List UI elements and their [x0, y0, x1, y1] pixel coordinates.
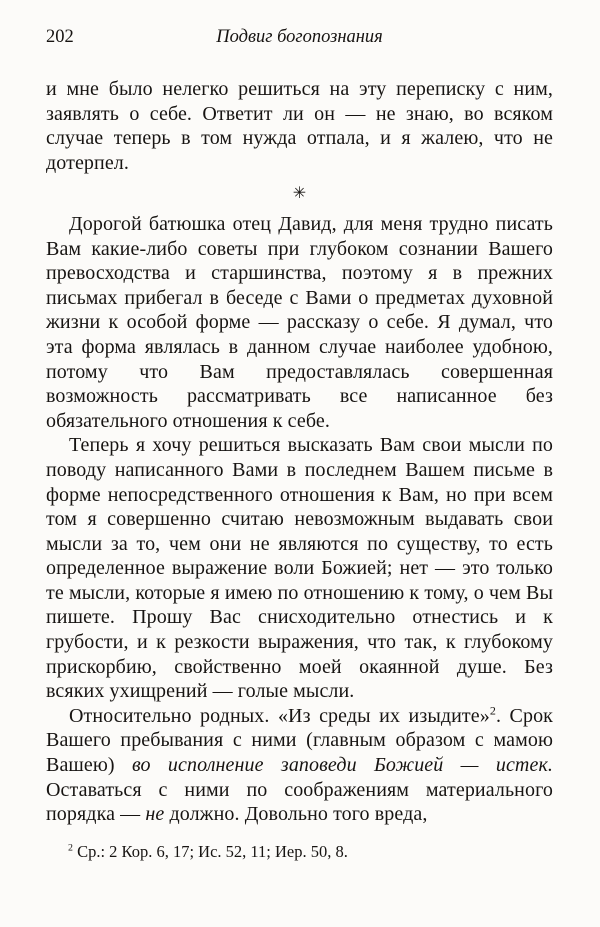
footnote-reference: 2 — [489, 703, 496, 718]
emphasized-text: во исполнение заповеди Божией — истек. — [132, 754, 554, 777]
body-text: Оставаться с ними по соображениям материального порядка — — [46, 778, 553, 826]
paragraph — [46, 212, 553, 433]
footnote-marker: 2 — [68, 842, 73, 854]
running-title: Подвиг богопознания — [216, 27, 383, 47]
emphasized-text: не — [145, 803, 165, 826]
paragraph — [46, 433, 553, 704]
paragraph — [46, 704, 553, 827]
page-header — [46, 26, 553, 48]
footnote — [46, 842, 553, 862]
footnote-text: Ср.: 2 Кор. 6, 17; Ис. 52, 11; Иер. 50, 8. — [72, 842, 348, 861]
paragraph — [46, 77, 553, 175]
body-text: . Срок Вашего пребывания с ними (главным образом с мамою Вашею) — [46, 704, 553, 777]
body-text: Относительно родных. «Из среды их изыдите» — [69, 704, 490, 727]
section-separator-asterisk: ✳ — [292, 183, 307, 203]
body-text: и мне было нелегко решиться на эту переписку с ним, заявлять о себе. Ответит ли он — не знаю, во всяком случае теперь в том нужда отпала, и я жалею, что не дотерпел. — [46, 78, 553, 174]
body-text: должно. Довольно того вреда, — [164, 803, 428, 826]
page-body — [46, 77, 553, 827]
page-number: 202 — [46, 27, 74, 47]
body-text: Теперь я хочу решиться высказать Вам свои мысли по поводу написанного Вами в последнем Вашем письме в форме непосредственного отношения к Вам, но при всем том я совершенно считаю невозможным выдавать свои мысли за то, чем они не являются по существу, то есть определенное выражение воли Божией; нет — это только те мысли, которые я имею по отношению к тому, о чем Вы пишете. Прошу Вас снисходительно отнестись и к грубости, и к резкости выражения, что так, к глубокому прискорбию, свойственно моей окаянной душе. Без всяких ухищрений — голые мысли. — [46, 434, 553, 703]
body-text: Дорогой батюшка отец Давид, для меня трудно писать Вам какие-либо советы при глубоком сознании Вашего превосходства и старшинства, поэтому я в прежних письмах прибегал в беседе с Вами о предметах духовной жизни к особой форме — рассказу о себе. Я думал, что эта форма являлась в данном случае наиболее удобною, потому что Вам предоставлялась совершенная возможность рассматривать все написанное без обязательного отношения к себе. — [46, 212, 553, 432]
